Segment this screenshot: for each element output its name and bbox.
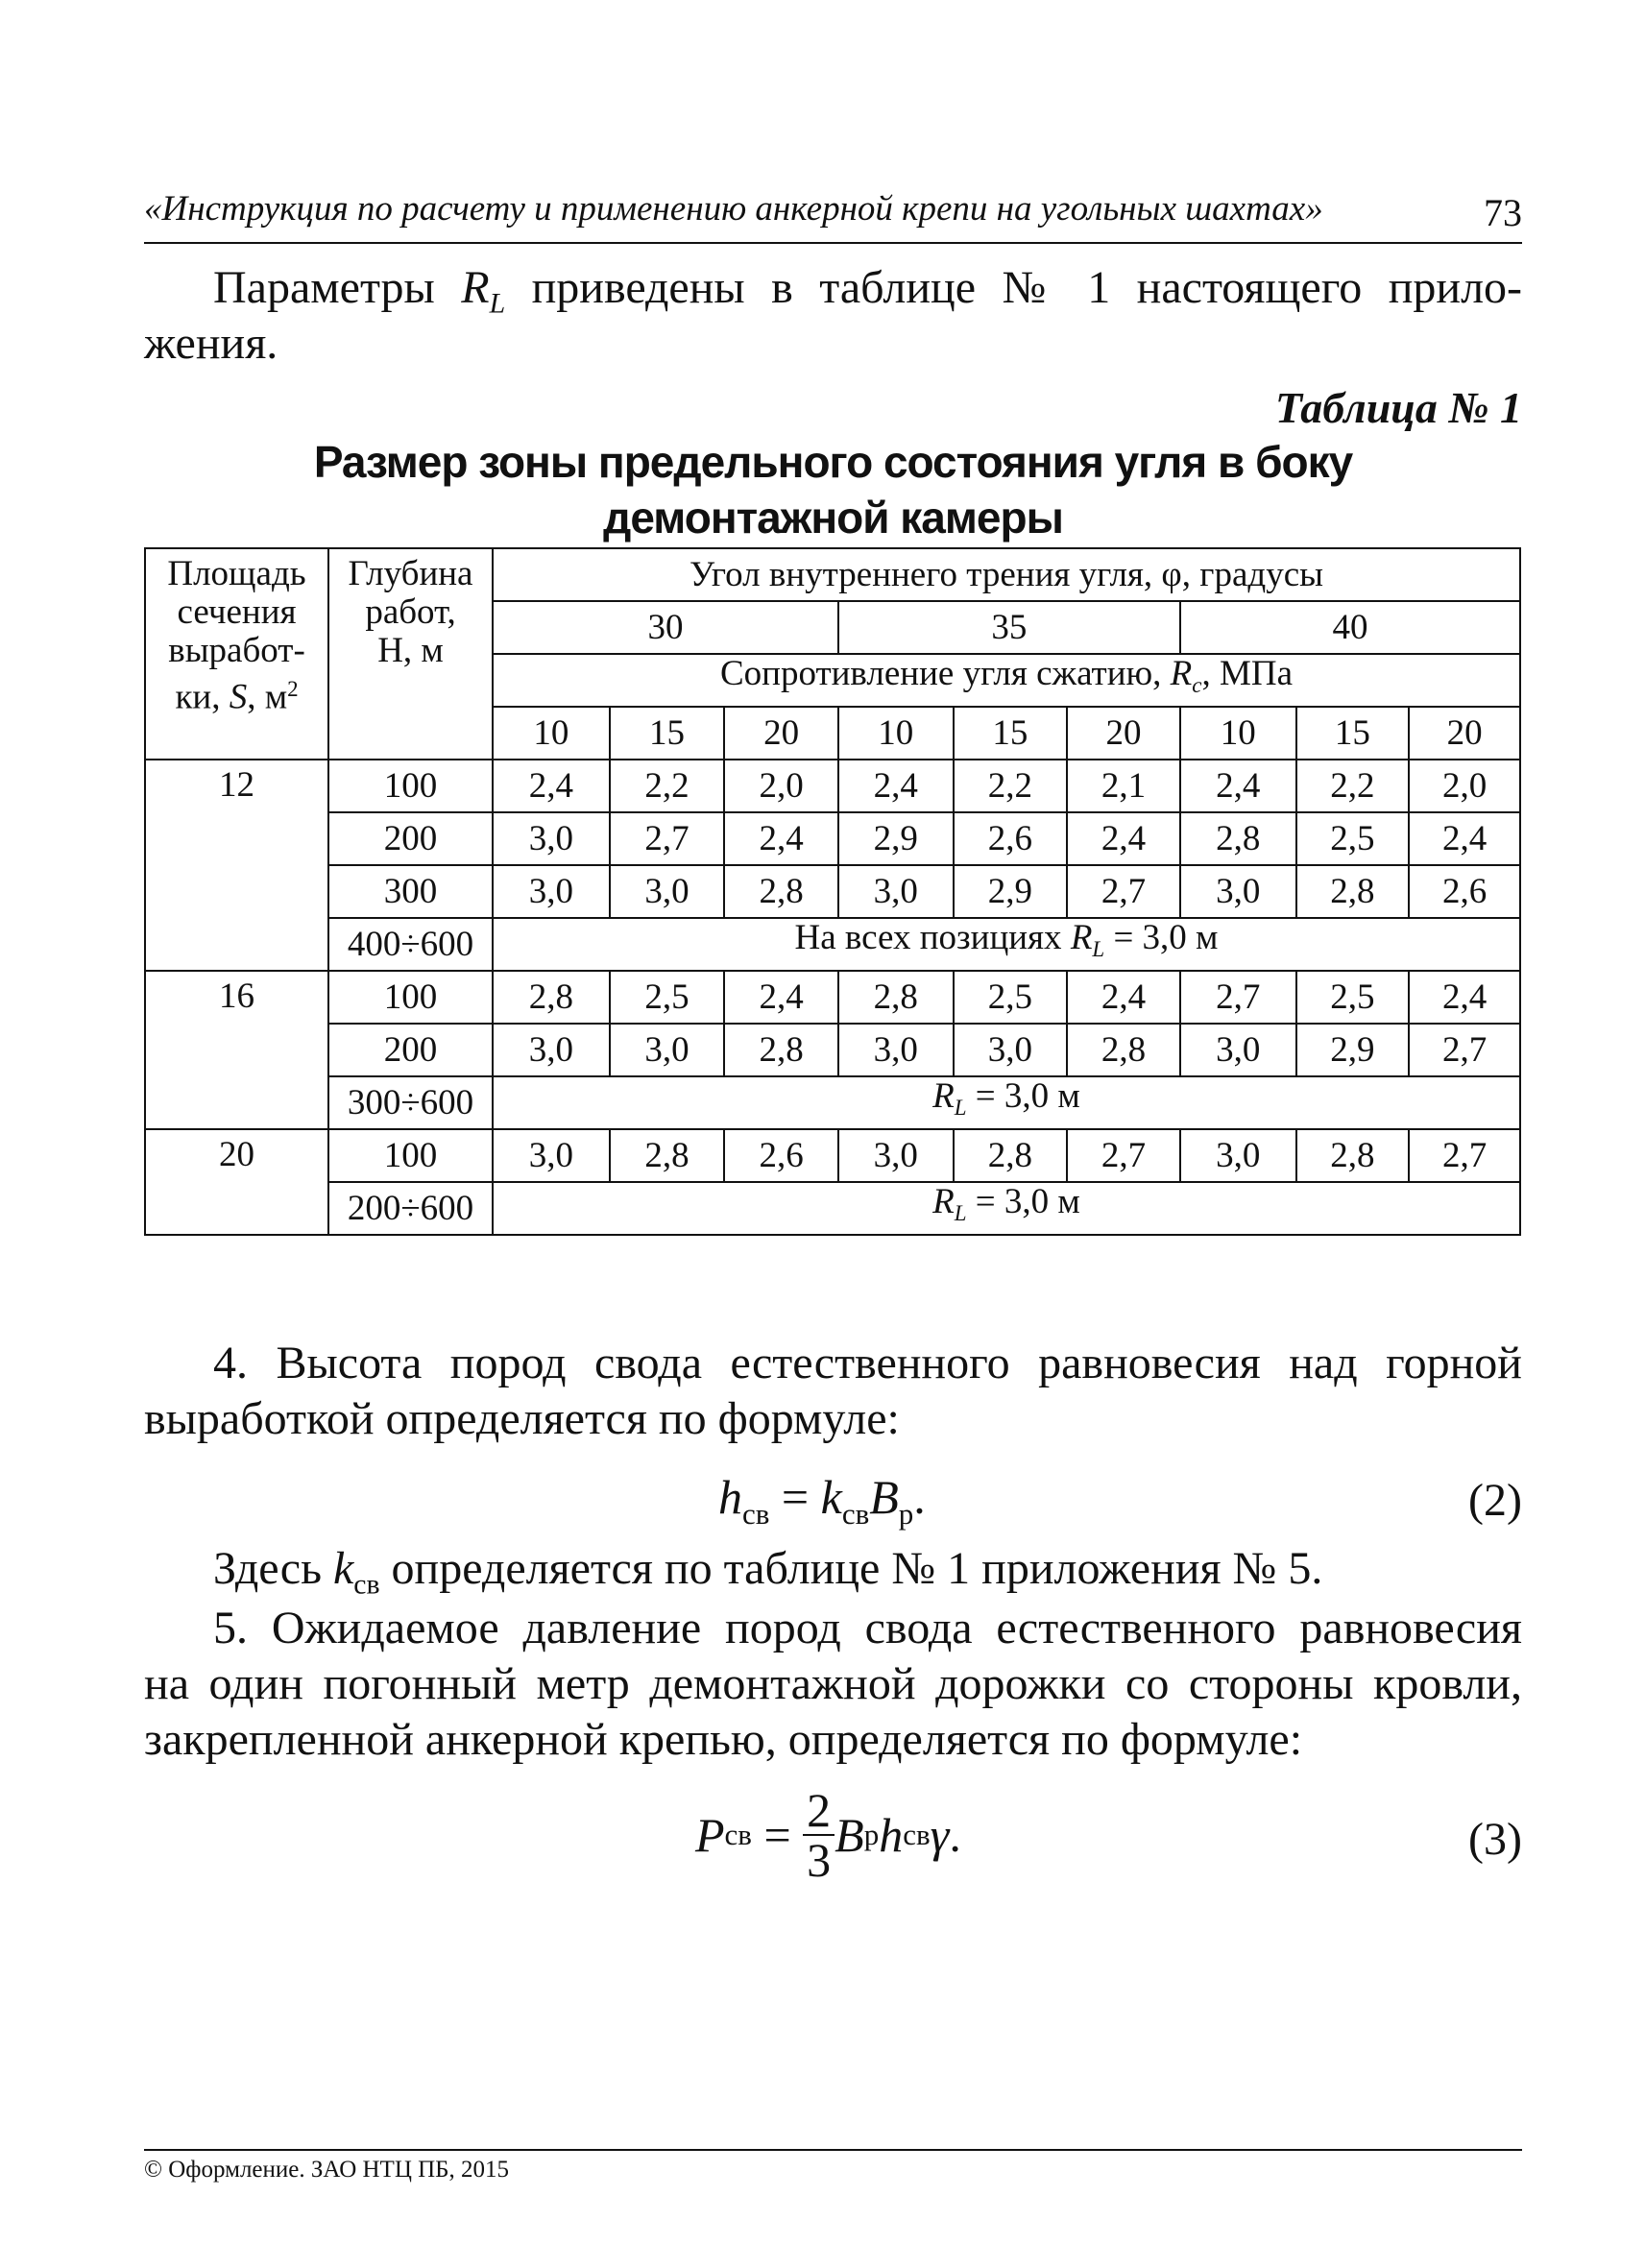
intro-rest: приведены в таблице № 1 настоящего прило- [505,262,1523,313]
note-lead: Здесь [213,1543,333,1594]
value-cell [724,812,838,865]
value-cell [838,865,954,918]
table-row [145,1076,1520,1129]
value-cell [954,1024,1068,1076]
f3-eq: = [751,1808,804,1862]
section4-line-2: выработкой определяется по формуле: [144,1393,900,1444]
strength-unit: , МПа [1201,654,1294,694]
depth-cell [328,971,493,1024]
area-cell [145,971,328,1129]
value-cell [1409,812,1520,865]
value-cell [1296,1129,1410,1182]
value-cell [493,865,610,918]
f3-numerator: 2 [803,1786,835,1836]
f3-p: P [695,1808,725,1862]
note-rest: определяется по таблице № 1 приложения № 5. [379,1543,1323,1594]
cell-value: 2,9 [987,871,1033,911]
value-cell [493,812,610,865]
value-cell [1409,760,1520,812]
cell-value: 2,7 [1216,977,1261,1017]
angle-value-text: 40 [1332,607,1368,647]
strength-value-text: 10 [878,712,914,753]
cell-value: 2,8 [1216,818,1261,858]
value-cell [1296,865,1410,918]
strength-sub: c [1192,673,1202,698]
value-cell [724,1024,838,1076]
area-value: 20 [219,1135,255,1174]
f2-end: . [913,1470,926,1524]
value-cell [1067,1129,1180,1182]
section5-line-2: на один погонный метр демонтажной дорожки со стороны кровли, [144,1658,1522,1709]
depth-value: 100 [383,1135,438,1175]
cell-value: 2,1 [1101,765,1147,806]
strength-header [493,654,1520,707]
value-cell [1180,865,1296,918]
cell-value: 2,7 [1441,1135,1488,1175]
value-cell [610,865,725,918]
cell-value: 2,8 [644,1135,689,1175]
strength-value [610,707,725,760]
f3-fraction [803,1783,835,1887]
area-cell [145,1129,328,1235]
cell-value: 3,0 [528,871,573,911]
value-cell [493,1024,610,1076]
footer-rule [144,2149,1522,2151]
merged-sub: L [1092,937,1105,962]
col-depth-l1: Глубина [348,554,473,593]
cell-value: 3,0 [1216,1029,1261,1070]
value-cell [1180,971,1296,1024]
intro-sub: L [489,287,506,320]
col-area-l2: сечения [177,592,297,632]
value-cell [1296,971,1410,1024]
cell-value: 3,0 [987,1029,1033,1070]
strength-value-text: 10 [533,712,569,753]
table-row [145,760,1520,812]
value-cell [610,1024,725,1076]
cell-value: 2,9 [873,818,918,858]
merged-rest: = 3,0 м [966,1182,1080,1222]
running-header [144,188,1522,244]
cell-value: 3,0 [644,871,689,911]
area-value: 16 [219,977,255,1016]
value-cell [724,865,838,918]
cell-value: 2,5 [1330,818,1375,858]
depth-cell [328,865,493,918]
merged-var: R [932,1076,955,1117]
strength-value [1180,707,1296,760]
cell-value: 2,2 [1330,765,1375,806]
angle-header-text: Угол внутреннего трения угля, φ, градусы [689,554,1323,594]
header-row-1 [145,548,1520,601]
strength-value-text: 10 [1220,712,1256,753]
f3-b-sub: р [863,1818,880,1851]
cell-value: 2,8 [1330,1135,1375,1175]
value-cell [1067,971,1180,1024]
depth-value: 300 [383,871,438,911]
value-cell [1409,1024,1520,1076]
value-cell [610,1129,725,1182]
f3-h: h [879,1808,904,1862]
cell-value: 2,4 [1101,977,1147,1017]
depth-cell [328,1129,493,1182]
data-table [144,547,1521,1236]
cell-value: 2,5 [1330,977,1375,1017]
cell-value: 2,8 [1101,1029,1147,1070]
depth-cell [328,1024,493,1076]
depth-cell [328,1182,493,1235]
intro-var: R [461,262,490,313]
col-area-l4: ки, [175,677,230,717]
value-cell [838,1024,954,1076]
table-row [145,1024,1520,1076]
f3-denominator: 3 [807,1833,832,1887]
f2-k-sub: св [841,1496,870,1531]
value-cell [838,760,954,812]
area-cell [145,760,328,971]
col-area-unit: , м [247,677,288,717]
strength-value-text: 15 [1334,712,1370,753]
f3-end: . [949,1808,961,1862]
cell-value: 3,0 [873,871,918,911]
cell-value: 2,9 [1330,1029,1375,1070]
strength-value-text: 15 [648,712,685,753]
value-cell [838,971,954,1024]
note-var: k [332,1543,354,1594]
f2-eq: = [769,1470,821,1524]
value-cell [954,812,1068,865]
cell-value: 2,0 [759,765,804,806]
cell-value: 2,8 [987,1135,1033,1175]
col-area-sup: 2 [287,677,299,701]
merged-var: R [1070,918,1093,958]
depth-value: 200 [383,1029,438,1070]
cell-value: 3,0 [1216,871,1261,911]
table-row [145,971,1520,1024]
angle-value [838,601,1180,654]
depth-value: 200÷600 [347,1188,474,1228]
cell-value: 2,5 [644,977,689,1017]
f3-b: B [835,1808,864,1862]
depth-value: 400÷600 [347,924,474,964]
value-cell [610,971,725,1024]
value-cell [838,1129,954,1182]
value-cell [493,1129,610,1182]
value-cell [724,1129,838,1182]
f3-p-sub: св [724,1818,752,1851]
value-cell [724,760,838,812]
cell-value: 3,0 [873,1029,918,1070]
cell-value: 2,5 [987,977,1033,1017]
value-cell [1180,812,1296,865]
col-header-area [145,548,328,760]
section5-line-1: 5. Ожидаемое давление пород свода естественного равновесия [213,1603,1522,1653]
value-cell [838,812,954,865]
table-label: Таблица № 1 [1274,383,1522,432]
depth-value: 200 [383,818,438,858]
strength-value [954,707,1068,760]
col-area-var: S [229,677,248,717]
f3-h-sub: св [903,1818,931,1851]
note-sub: св [353,1568,380,1601]
value-cell [954,760,1068,812]
cell-value: 2,8 [759,871,804,911]
cell-value: 2,4 [528,765,573,806]
depth-value: 100 [383,765,438,806]
value-cell [610,760,725,812]
value-cell [954,971,1068,1024]
cell-value: 2,2 [644,765,689,806]
cell-value: 2,8 [528,977,573,1017]
cell-value: 2,4 [1441,977,1488,1017]
table-row [145,812,1520,865]
cell-value: 3,0 [528,1029,573,1070]
strength-value-text: 20 [763,712,800,753]
cell-value: 3,0 [644,1029,689,1070]
strength-value-text: 20 [1446,712,1483,753]
col-area-l3: выработ- [168,631,305,670]
cell-value: 2,0 [1441,765,1488,806]
value-cell [1180,1129,1296,1182]
value-cell [954,1129,1068,1182]
cell-value: 2,7 [1101,871,1147,911]
strength-value-text: 15 [992,712,1028,753]
cell-value: 3,0 [1216,1135,1261,1175]
eq-number-3: (3) [1468,1814,1522,1865]
cell-value: 2,4 [759,818,804,858]
cell-value: 2,4 [759,977,804,1017]
strength-value-text: 20 [1105,712,1142,753]
merged-lead: На всех позициях [794,918,1071,958]
cell-value: 2,4 [1216,765,1261,806]
cell-value: 2,8 [759,1029,804,1070]
angle-value [1180,601,1520,654]
value-cell [1067,760,1180,812]
cell-value: 2,2 [987,765,1033,806]
depth-cell [328,918,493,971]
cell-value: 2,6 [759,1135,804,1175]
strength-value [1067,707,1180,760]
merged-cell [493,1182,1520,1235]
value-cell [724,971,838,1024]
value-cell [1409,1129,1520,1182]
depth-cell [328,1076,493,1129]
value-cell [1180,760,1296,812]
f2-h: h [718,1470,742,1524]
value-cell [493,971,610,1024]
angle-value-text: 35 [991,607,1028,647]
eq-number-2: (2) [1468,1475,1522,1526]
merged-sub: L [954,1201,967,1226]
table-row [145,1182,1520,1235]
merged-sub: L [954,1096,967,1121]
strength-value [493,707,610,760]
col-depth-l2: работ, [365,592,456,632]
angle-value [493,601,838,654]
col-header-depth [328,548,493,760]
strength-var: R [1170,654,1193,694]
table-caption-line-1: Размер зоны предельного состояния угля в боку [313,437,1353,487]
formula-2 [718,1469,926,1532]
value-cell [1409,971,1520,1024]
page-number: 73 [1484,191,1522,234]
merged-var: R [932,1182,955,1222]
strength-value [1409,707,1520,760]
table-row [145,918,1520,971]
cell-value: 2,7 [1441,1029,1488,1070]
f2-b-sub: р [898,1496,914,1531]
value-cell [954,865,1068,918]
table-caption [144,434,1522,545]
value-cell [1180,1024,1296,1076]
merged-rest: = 3,0 м [1104,918,1219,958]
cell-value: 2,7 [644,818,689,858]
footer-text: © Оформление. ЗАО НТЦ ПБ, 2015 [144,2157,510,2183]
section4-line-1: 4. Высота пород свода естественного равновесия над горной [213,1338,1522,1388]
intro-lead: Параметры [213,262,462,313]
f3-gamma: γ [930,1808,950,1862]
value-cell [1296,812,1410,865]
cell-value: 2,4 [873,765,918,806]
table-row [145,1129,1520,1182]
cell-value: 2,4 [1101,818,1147,858]
value-cell [493,760,610,812]
f2-k: k [820,1470,842,1524]
strength-lead: Сопротивление угля сжатию, [719,654,1171,694]
depth-cell [328,760,493,812]
value-cell [1067,812,1180,865]
section5-line-3: закрепленной анкерной крепью, определяется по формуле: [144,1714,1303,1765]
formula-3 [695,1783,961,1887]
col-area-l1: Площадь [167,554,306,593]
cell-value: 3,0 [528,818,573,858]
angle-value-text: 30 [647,607,684,647]
cell-value: 2,8 [1330,871,1375,911]
value-cell [610,812,725,865]
cell-value: 2,8 [873,977,918,1017]
value-cell [1067,865,1180,918]
merged-cell [493,1076,1520,1129]
strength-value [838,707,954,760]
value-cell [1067,1024,1180,1076]
value-cell [1409,865,1520,918]
depth-value: 100 [383,977,438,1017]
strength-value [1296,707,1410,760]
depth-cell [328,812,493,865]
cell-value: 3,0 [528,1135,573,1175]
cell-value: 2,6 [987,818,1033,858]
f2-h-sub: св [742,1496,770,1531]
value-cell [1296,760,1410,812]
strength-value [724,707,838,760]
angle-header [493,548,1520,601]
merged-cell [493,918,1520,971]
table-caption-line-2: демонтажной камеры [603,493,1063,543]
area-value: 12 [219,765,255,805]
cell-value: 2,6 [1441,871,1488,911]
intro-line-2: жения. [144,318,278,369]
value-cell [1296,1024,1410,1076]
cell-value: 2,4 [1441,818,1488,858]
table-row [145,865,1520,918]
f2-b: B [869,1470,899,1524]
header-title: «Инструкция по расчету и применению анкерной крепи на угольных шахтах» [144,189,1323,229]
merged-rest: = 3,0 м [966,1076,1080,1117]
cell-value: 3,0 [873,1135,918,1175]
col-depth-l3: Н, м [377,631,444,670]
depth-value: 300÷600 [347,1082,474,1122]
cell-value: 2,7 [1101,1135,1147,1175]
